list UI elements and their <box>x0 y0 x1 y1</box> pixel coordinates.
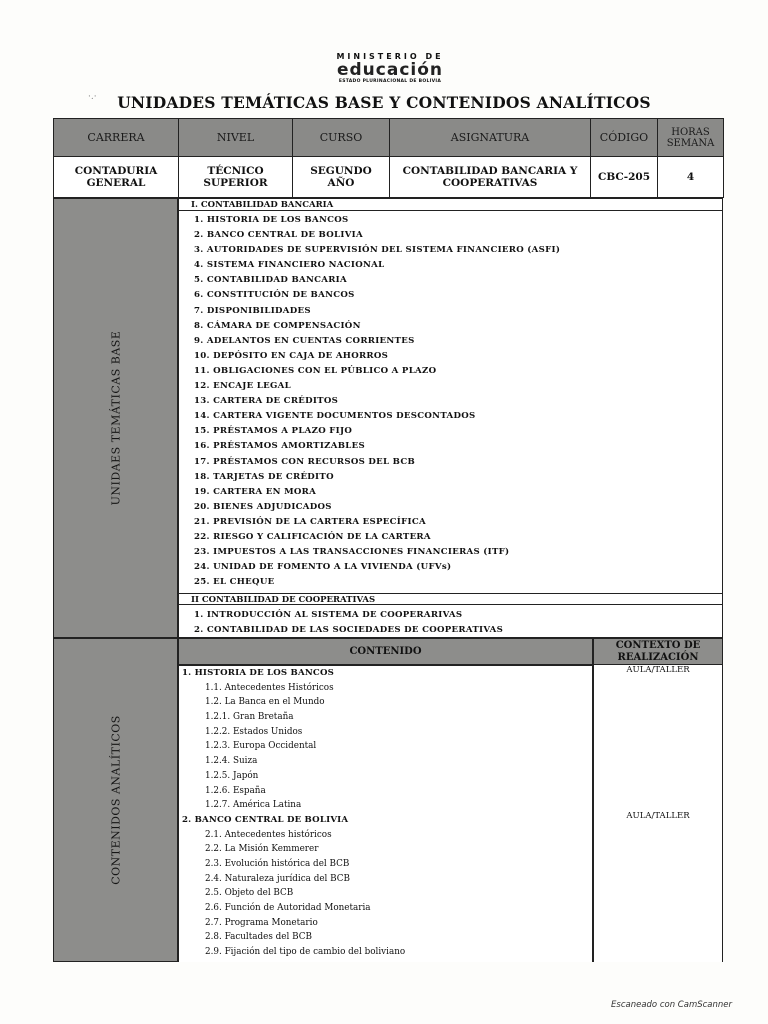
value-codigo: CBC-205 <box>591 157 658 198</box>
unit-item: 22. RIESGO Y CALIFICACIÓN DE LA CARTERA <box>194 531 431 542</box>
content-topic: 2. BANCO CENTRAL DE BOLIVIA <box>182 814 349 825</box>
header-row <box>54 119 724 157</box>
scan-artifact: ·.· <box>88 92 97 102</box>
value-nivel: TÉCNICO SUPERIOR <box>179 157 293 198</box>
unit-item: 19. CARTERA EN MORA <box>194 486 317 497</box>
content-subtopic: 1.2.7. América Latina <box>205 800 302 811</box>
content-body <box>178 665 593 962</box>
unit-item: 23. IMPUESTOS A LAS TRANSACCIONES FINANCIERAS (ITF) <box>194 547 510 558</box>
unit-item: 3. AUTORIDADES DE SUPERVISIÓN DEL SISTEMA FINANCIERO (ASFI) <box>194 245 561 256</box>
unit-item: 20. BIENES ADJUDICADOS <box>194 501 332 512</box>
content-subtopic: 2.2. La Misión Kemmerer <box>205 844 319 855</box>
logo-line-2: educación <box>336 60 444 80</box>
units-box <box>178 198 723 638</box>
unit-item: 13. CARTERA DE CRÉDITOS <box>194 396 339 407</box>
value-row <box>54 157 724 198</box>
content-subtopic: 1.2.4. Suiza <box>205 756 258 767</box>
logo-line-3: ESTADO PLURINACIONAL DE BOLIVIA <box>338 79 442 84</box>
unit-item: 18. TARJETAS DE CRÉDITO <box>194 471 334 482</box>
unit-item: 25. EL CHEQUE <box>194 577 275 588</box>
contents-side-text: CONTENIDOS ANALÍTICOS <box>109 715 122 885</box>
unit-item: 14. CARTERA VIGENTE DOCUMENTOS DESCONTADOS <box>194 411 476 422</box>
content-subtopic: 1.2.2. Estados Unidos <box>205 726 303 737</box>
content-subtopic: 1.2.1. Gran Bretaña <box>205 712 294 723</box>
unit-item: 10. DEPÓSITO EN CAJA DE AHORROS <box>194 350 389 361</box>
unit-item: 4. SISTEMA FINANCIERO NACIONAL <box>194 260 385 271</box>
unit-item: 6. CONSTITUCIÓN DE BANCOS <box>194 290 355 301</box>
header-carrera: CARRERA <box>54 119 179 157</box>
context-header <box>593 638 723 665</box>
unit-item: 15. PRÉSTAMOS A PLAZO FIJO <box>194 426 353 437</box>
unit-item: 7. DISPONIBILIDADES <box>194 305 311 316</box>
content-subtopic: 2.3. Evolución histórica del BCB <box>205 858 350 869</box>
units-list-2 <box>194 608 503 638</box>
unit-item: 16. PRÉSTAMOS AMORTIZABLES <box>194 441 365 452</box>
context-item-1: AULA/TALLER <box>626 665 690 675</box>
value-carrera: CONTADURIA GENERAL <box>54 157 179 198</box>
contents-side-label <box>53 638 178 962</box>
section-2-label: II CONTABILIDAD DE COOPERATIVAS <box>179 593 722 605</box>
value-curso: SEGUNDO AÑO <box>293 157 390 198</box>
header-nivel: NIVEL <box>179 119 293 157</box>
content-subtopic: 1.2.3. Europa Occidental <box>205 741 317 752</box>
document-title: UNIDADES TEMÁTICAS BASE Y CONTENIDOS ANALÍTICOS <box>117 93 651 112</box>
content-subtopic: 2.4. Naturaleza jurídica del BCB <box>205 873 350 884</box>
content-topic: 1. HISTORIA DE LOS BANCOS <box>182 668 335 678</box>
cooperative-unit-item: 1. INTRODUCCIÓN AL SISTEMA DE COOPERARIVAS <box>194 610 463 620</box>
unit-item: 9. ADELANTOS EN CUENTAS CORRIENTES <box>194 335 415 346</box>
header-codigo: CÓDIGO <box>591 119 658 157</box>
content-subtopic: 1.2. La Banca en el Mundo <box>205 697 325 708</box>
content-subtopic: 2.7. Programa Monetario <box>205 917 318 928</box>
context-header-line-2: REALIZACIÓN <box>617 652 699 663</box>
unit-item: 12. ENCAJE LEGAL <box>194 381 291 392</box>
unit-item: 11. OBLIGACIONES CON EL PÚBLICO A PLAZO <box>194 365 437 376</box>
ministry-logo <box>325 52 455 84</box>
unit-item: 1. HISTORIA DE LOS BANCOS <box>194 215 349 225</box>
section-1-label: I. CONTABILIDAD BANCARIA <box>179 199 722 211</box>
content-subtopic: 1.1. Antecedentes Históricos <box>205 682 334 693</box>
unit-item: 17. PRÉSTAMOS CON RECURSOS DEL BCB <box>194 456 416 467</box>
value-horas: 4 <box>658 157 724 198</box>
context-item-2: AULA/TALLER <box>626 811 690 821</box>
unit-item: 2. BANCO CENTRAL DE BOLIVIA <box>194 230 363 241</box>
header-horas: HORAS SEMANA <box>658 119 724 157</box>
unit-item: 8. CÁMARA DE COMPENSACIÓN <box>194 320 361 331</box>
content-subtopic: 2.9. Fijación del tipo de cambio del boliviano <box>205 947 406 958</box>
cooperative-unit-item: 2. CONTABILIDAD DE LAS SOCIEDADES DE COOPERATIVAS <box>194 625 504 636</box>
context-header-line-1: CONTEXTO DE <box>615 640 701 651</box>
unit-item: 21. PREVISIÓN DE LA CARTERA ESPECÍFICA <box>194 516 426 527</box>
logo-line-1: MINISTERIO DE <box>336 52 444 61</box>
course-header-table <box>53 118 724 198</box>
units-list-1 <box>194 213 560 590</box>
context-body <box>593 665 723 962</box>
content-header: CONTENIDO <box>178 638 593 665</box>
unit-item: 24. UNIDAD DE FOMENTO A LA VIVIENDA (UFVs) <box>194 562 452 573</box>
content-list <box>182 666 405 960</box>
content-subtopic: 2.1. Antecedentes históricos <box>205 829 332 840</box>
content-subtopic: 2.5. Objeto del BCB <box>205 888 294 899</box>
content-subtopic: 1.2.6. España <box>205 785 266 796</box>
units-side-label <box>53 198 178 638</box>
units-side-text: UNIDAES TEMÁTICAS BASE <box>109 330 122 506</box>
header-asignatura: ASIGNATURA <box>390 119 591 157</box>
scanner-watermark: Escaneado con CamScanner <box>611 1000 732 1010</box>
header-curso: CURSO <box>293 119 390 157</box>
unit-item: 5. CONTABILIDAD BANCARIA <box>194 275 347 286</box>
value-asignatura: CONTABILIDAD BANCARIA Y COOPERATIVAS <box>390 157 591 198</box>
content-subtopic: 2.6. Función de Autoridad Monetaria <box>205 903 371 913</box>
content-subtopic: 1.2.5. Japón <box>205 770 259 781</box>
content-subtopic: 2.8. Facultades del BCB <box>205 932 312 943</box>
